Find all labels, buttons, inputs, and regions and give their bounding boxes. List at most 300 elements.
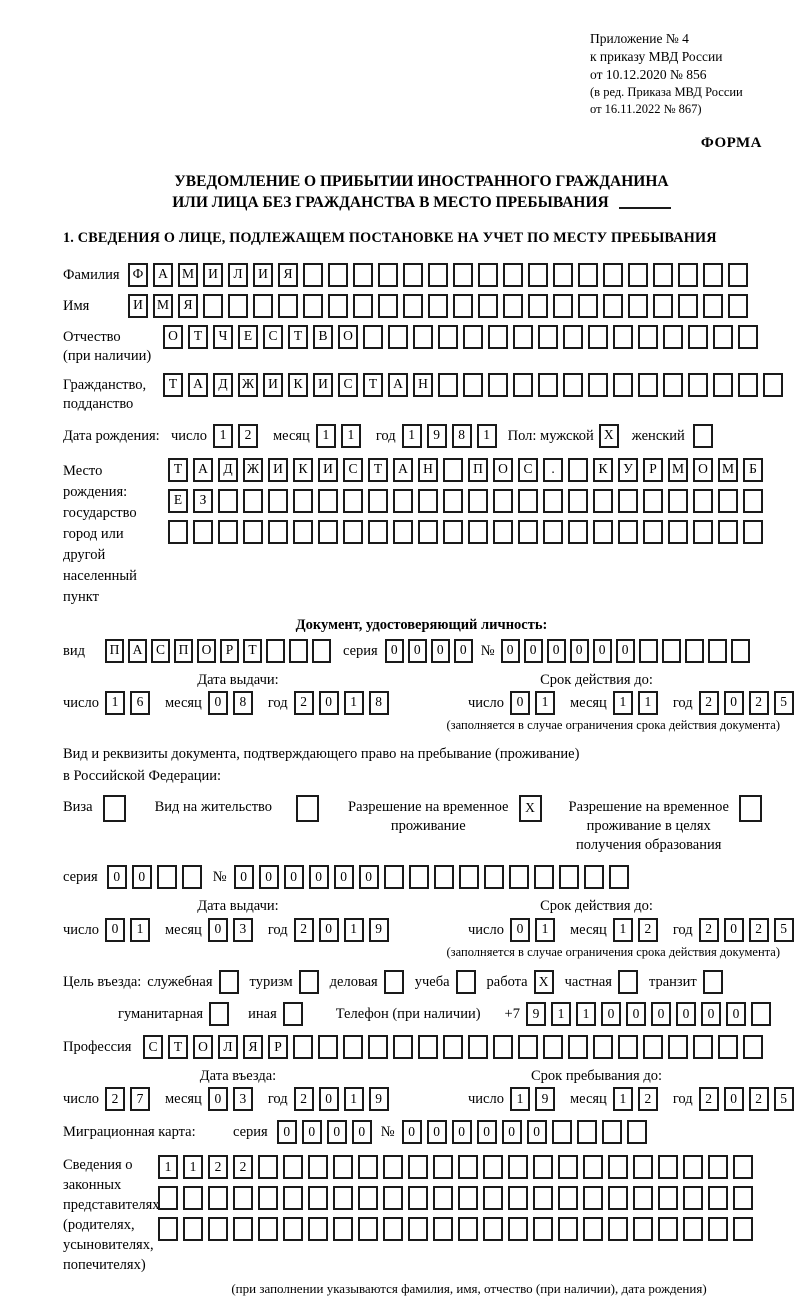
char-box[interactable] xyxy=(428,263,448,287)
char-box[interactable] xyxy=(739,795,762,822)
char-box[interactable] xyxy=(552,1120,572,1144)
char-box[interactable]: 2 xyxy=(638,1087,658,1111)
char-box[interactable] xyxy=(718,489,738,513)
char-box[interactable]: С xyxy=(338,373,358,397)
char-box[interactable]: 0 xyxy=(302,1120,322,1144)
char-box[interactable] xyxy=(708,639,727,663)
char-box[interactable]: А xyxy=(388,373,408,397)
char-box[interactable] xyxy=(203,294,223,318)
char-box[interactable] xyxy=(443,1035,463,1059)
char-box[interactable] xyxy=(643,520,663,544)
char-box[interactable]: 1 xyxy=(344,918,364,942)
char-box[interactable] xyxy=(658,1155,678,1179)
char-box[interactable]: 0 xyxy=(385,639,404,663)
char-box[interactable] xyxy=(408,1155,428,1179)
char-box[interactable]: С xyxy=(343,458,363,482)
char-box[interactable]: Я xyxy=(278,263,298,287)
char-box[interactable] xyxy=(633,1155,653,1179)
char-box[interactable]: В xyxy=(313,325,333,349)
char-box[interactable] xyxy=(658,1217,678,1241)
char-box[interactable] xyxy=(443,458,463,482)
char-box[interactable] xyxy=(518,489,538,513)
char-box[interactable]: Н xyxy=(413,373,433,397)
char-box[interactable]: 0 xyxy=(502,1120,522,1144)
char-box[interactable] xyxy=(568,458,588,482)
char-box[interactable] xyxy=(708,1155,728,1179)
char-box[interactable]: 9 xyxy=(427,424,447,448)
char-box[interactable] xyxy=(218,489,238,513)
char-box[interactable] xyxy=(209,1002,229,1026)
char-box[interactable]: 0 xyxy=(234,865,254,889)
char-box[interactable] xyxy=(433,1155,453,1179)
char-box[interactable] xyxy=(733,1155,753,1179)
char-box[interactable] xyxy=(568,520,588,544)
char-box[interactable] xyxy=(588,373,608,397)
char-box[interactable] xyxy=(662,639,681,663)
char-box[interactable]: 1 xyxy=(613,1087,633,1111)
char-box[interactable]: 1 xyxy=(158,1155,178,1179)
char-box[interactable] xyxy=(343,489,363,513)
char-box[interactable] xyxy=(603,294,623,318)
char-box[interactable] xyxy=(558,1217,578,1241)
char-box[interactable] xyxy=(318,1035,338,1059)
char-box[interactable] xyxy=(593,489,613,513)
char-box[interactable]: 0 xyxy=(402,1120,422,1144)
char-box[interactable]: 2 xyxy=(233,1155,253,1179)
char-box[interactable] xyxy=(157,865,177,889)
char-box[interactable] xyxy=(458,1217,478,1241)
char-box[interactable]: 0 xyxy=(724,691,744,715)
char-box[interactable] xyxy=(639,639,658,663)
char-box[interactable] xyxy=(718,1035,738,1059)
char-box[interactable] xyxy=(218,520,238,544)
char-box[interactable] xyxy=(584,865,604,889)
char-box[interactable] xyxy=(403,263,423,287)
char-box[interactable] xyxy=(208,1217,228,1241)
char-box[interactable] xyxy=(608,1186,628,1210)
char-box[interactable] xyxy=(688,325,708,349)
char-box[interactable] xyxy=(418,520,438,544)
char-box[interactable]: Д xyxy=(218,458,238,482)
char-box[interactable]: С xyxy=(151,639,170,663)
char-box[interactable] xyxy=(608,1217,628,1241)
char-box[interactable] xyxy=(738,373,758,397)
char-box[interactable]: 5 xyxy=(774,918,794,942)
char-box[interactable] xyxy=(384,865,404,889)
char-box[interactable]: 0 xyxy=(319,691,339,715)
char-box[interactable] xyxy=(513,325,533,349)
char-box[interactable] xyxy=(299,970,319,994)
char-box[interactable]: 0 xyxy=(319,1087,339,1111)
char-box[interactable] xyxy=(728,294,748,318)
char-box[interactable] xyxy=(308,1186,328,1210)
char-box[interactable] xyxy=(343,1035,363,1059)
char-box[interactable] xyxy=(443,520,463,544)
char-box[interactable]: О xyxy=(493,458,513,482)
char-box[interactable]: У xyxy=(618,458,638,482)
char-box[interactable] xyxy=(683,1186,703,1210)
char-box[interactable]: 0 xyxy=(132,865,152,889)
char-box[interactable]: М xyxy=(153,294,173,318)
char-box[interactable] xyxy=(296,795,319,822)
char-box[interactable] xyxy=(383,1217,403,1241)
char-box[interactable]: 0 xyxy=(431,639,450,663)
char-box[interactable] xyxy=(613,373,633,397)
char-box[interactable] xyxy=(283,1186,303,1210)
char-box[interactable]: О xyxy=(193,1035,213,1059)
char-box[interactable] xyxy=(508,1186,528,1210)
char-box[interactable]: Я xyxy=(178,294,198,318)
char-box[interactable] xyxy=(303,294,323,318)
char-box[interactable]: 1 xyxy=(105,691,125,715)
char-box[interactable] xyxy=(393,520,413,544)
char-box[interactable]: 0 xyxy=(107,865,127,889)
char-box[interactable] xyxy=(428,294,448,318)
char-box[interactable] xyxy=(658,1186,678,1210)
char-box[interactable]: О xyxy=(163,325,183,349)
char-box[interactable]: И xyxy=(203,263,223,287)
char-box[interactable] xyxy=(278,294,298,318)
char-box[interactable]: З xyxy=(193,489,213,513)
char-box[interactable] xyxy=(633,1217,653,1241)
char-box[interactable] xyxy=(458,1155,478,1179)
char-box[interactable]: 0 xyxy=(593,639,612,663)
char-box[interactable]: 0 xyxy=(724,918,744,942)
char-box[interactable] xyxy=(609,865,629,889)
char-box[interactable]: М xyxy=(668,458,688,482)
char-box[interactable]: 1 xyxy=(213,424,233,448)
char-box[interactable] xyxy=(283,1155,303,1179)
char-box[interactable] xyxy=(693,520,713,544)
char-box[interactable] xyxy=(418,1035,438,1059)
char-box[interactable] xyxy=(628,263,648,287)
char-box[interactable]: 7 xyxy=(130,1087,150,1111)
char-box[interactable]: 0 xyxy=(726,1002,746,1026)
char-box[interactable]: Ж xyxy=(238,373,258,397)
char-box[interactable]: 3 xyxy=(233,918,253,942)
char-box[interactable] xyxy=(583,1217,603,1241)
char-box[interactable] xyxy=(763,373,783,397)
char-box[interactable]: 0 xyxy=(626,1002,646,1026)
char-box[interactable] xyxy=(438,373,458,397)
char-box[interactable]: А xyxy=(393,458,413,482)
char-box[interactable]: 0 xyxy=(547,639,566,663)
char-box[interactable] xyxy=(158,1217,178,1241)
char-box[interactable] xyxy=(693,489,713,513)
char-box[interactable] xyxy=(433,1217,453,1241)
char-box[interactable] xyxy=(358,1217,378,1241)
char-box[interactable] xyxy=(353,294,373,318)
char-box[interactable] xyxy=(593,520,613,544)
char-box[interactable]: С xyxy=(518,458,538,482)
char-box[interactable]: 0 xyxy=(208,918,228,942)
char-box[interactable] xyxy=(678,294,698,318)
char-box[interactable] xyxy=(168,520,188,544)
char-box[interactable] xyxy=(463,373,483,397)
char-box[interactable]: 6 xyxy=(130,691,150,715)
char-box[interactable] xyxy=(533,1155,553,1179)
char-box[interactable] xyxy=(183,1217,203,1241)
char-box[interactable] xyxy=(268,520,288,544)
char-box[interactable]: 0 xyxy=(527,1120,547,1144)
char-box[interactable] xyxy=(559,865,579,889)
char-box[interactable] xyxy=(333,1155,353,1179)
char-box[interactable] xyxy=(493,520,513,544)
char-box[interactable]: Б xyxy=(743,458,763,482)
char-box[interactable] xyxy=(258,1155,278,1179)
char-box[interactable] xyxy=(358,1155,378,1179)
char-box[interactable]: К xyxy=(288,373,308,397)
char-box[interactable]: 0 xyxy=(259,865,279,889)
char-box[interactable]: Т xyxy=(363,373,383,397)
char-box[interactable] xyxy=(293,1035,313,1059)
char-box[interactable]: 0 xyxy=(510,691,530,715)
char-box[interactable]: И xyxy=(263,373,283,397)
char-box[interactable] xyxy=(602,1120,622,1144)
char-box[interactable] xyxy=(543,1035,563,1059)
char-box[interactable] xyxy=(593,1035,613,1059)
char-box[interactable]: Е xyxy=(238,325,258,349)
char-box[interactable] xyxy=(243,489,263,513)
char-box[interactable] xyxy=(693,1035,713,1059)
char-box[interactable] xyxy=(283,1002,303,1026)
char-box[interactable] xyxy=(703,970,723,994)
char-box[interactable]: О xyxy=(197,639,216,663)
char-box[interactable] xyxy=(182,865,202,889)
char-box[interactable]: Т xyxy=(368,458,388,482)
char-box[interactable] xyxy=(503,294,523,318)
char-box[interactable] xyxy=(508,1155,528,1179)
char-box[interactable] xyxy=(688,373,708,397)
char-box[interactable] xyxy=(628,294,648,318)
char-box[interactable] xyxy=(568,489,588,513)
char-box[interactable] xyxy=(333,1217,353,1241)
char-box[interactable] xyxy=(483,1186,503,1210)
char-box[interactable] xyxy=(233,1186,253,1210)
char-box[interactable]: 5 xyxy=(774,1087,794,1111)
char-box[interactable] xyxy=(253,294,273,318)
char-box[interactable]: 0 xyxy=(277,1120,297,1144)
char-box[interactable]: 0 xyxy=(501,639,520,663)
char-box[interactable]: 2 xyxy=(699,1087,719,1111)
char-box[interactable]: 0 xyxy=(408,639,427,663)
char-box[interactable]: 0 xyxy=(352,1120,372,1144)
char-box[interactable] xyxy=(578,263,598,287)
char-box[interactable]: 5 xyxy=(774,691,794,715)
char-box[interactable] xyxy=(438,325,458,349)
char-box[interactable] xyxy=(333,1186,353,1210)
char-box[interactable] xyxy=(633,1186,653,1210)
char-box[interactable] xyxy=(743,489,763,513)
char-box[interactable]: И xyxy=(268,458,288,482)
char-box[interactable] xyxy=(668,489,688,513)
char-box[interactable] xyxy=(458,1186,478,1210)
char-box[interactable] xyxy=(558,1186,578,1210)
char-box[interactable]: Т xyxy=(168,1035,188,1059)
char-box[interactable]: С xyxy=(263,325,283,349)
char-box[interactable] xyxy=(543,520,563,544)
char-box[interactable]: 2 xyxy=(699,691,719,715)
char-box[interactable] xyxy=(713,373,733,397)
char-box[interactable]: 0 xyxy=(359,865,379,889)
char-box[interactable]: Т xyxy=(243,639,262,663)
char-box[interactable]: 0 xyxy=(208,691,228,715)
char-box[interactable]: 1 xyxy=(638,691,658,715)
char-box[interactable]: Ч xyxy=(213,325,233,349)
char-box[interactable]: 9 xyxy=(369,1087,389,1111)
char-box[interactable]: 0 xyxy=(570,639,589,663)
char-box[interactable]: 0 xyxy=(309,865,329,889)
char-box[interactable] xyxy=(393,489,413,513)
char-box[interactable]: Т xyxy=(188,325,208,349)
char-box[interactable] xyxy=(543,489,563,513)
char-box[interactable]: Р xyxy=(268,1035,288,1059)
char-box[interactable]: 0 xyxy=(208,1087,228,1111)
char-box[interactable] xyxy=(378,263,398,287)
char-box[interactable] xyxy=(233,1217,253,1241)
char-box[interactable]: 0 xyxy=(477,1120,497,1144)
char-box[interactable] xyxy=(638,373,658,397)
char-box[interactable]: 0 xyxy=(327,1120,347,1144)
char-box[interactable] xyxy=(513,373,533,397)
char-box[interactable]: 9 xyxy=(535,1087,555,1111)
char-box[interactable] xyxy=(618,520,638,544)
char-box[interactable]: А xyxy=(153,263,173,287)
char-box[interactable] xyxy=(219,970,239,994)
char-box[interactable] xyxy=(243,520,263,544)
char-box[interactable] xyxy=(483,1155,503,1179)
char-box[interactable] xyxy=(289,639,308,663)
char-box[interactable] xyxy=(478,294,498,318)
char-box[interactable]: 1 xyxy=(477,424,497,448)
char-box[interactable] xyxy=(733,1217,753,1241)
char-box[interactable]: 1 xyxy=(535,918,555,942)
char-box[interactable] xyxy=(478,263,498,287)
char-box[interactable]: 0 xyxy=(452,1120,472,1144)
char-box[interactable]: К xyxy=(293,458,313,482)
char-box[interactable] xyxy=(563,325,583,349)
char-box[interactable] xyxy=(509,865,529,889)
char-box[interactable] xyxy=(613,325,633,349)
char-box[interactable] xyxy=(468,1035,488,1059)
char-box[interactable] xyxy=(618,970,638,994)
char-box[interactable] xyxy=(378,294,398,318)
char-box[interactable]: 1 xyxy=(613,691,633,715)
char-box[interactable]: 8 xyxy=(369,691,389,715)
char-box[interactable]: 3 xyxy=(233,1087,253,1111)
char-box[interactable] xyxy=(577,1120,597,1144)
char-box[interactable] xyxy=(303,263,323,287)
char-box[interactable]: 0 xyxy=(724,1087,744,1111)
char-box[interactable]: 0 xyxy=(601,1002,621,1026)
char-box[interactable]: X xyxy=(534,970,554,994)
char-box[interactable]: 2 xyxy=(294,691,314,715)
char-box[interactable] xyxy=(493,489,513,513)
char-box[interactable] xyxy=(388,325,408,349)
char-box[interactable] xyxy=(468,520,488,544)
char-box[interactable] xyxy=(703,263,723,287)
char-box[interactable] xyxy=(553,263,573,287)
char-box[interactable]: 0 xyxy=(524,639,543,663)
char-box[interactable]: А xyxy=(128,639,147,663)
char-box[interactable] xyxy=(363,325,383,349)
char-box[interactable] xyxy=(751,1002,771,1026)
char-box[interactable]: 0 xyxy=(334,865,354,889)
char-box[interactable] xyxy=(343,520,363,544)
char-box[interactable] xyxy=(558,1155,578,1179)
char-box[interactable]: 1 xyxy=(183,1155,203,1179)
char-box[interactable] xyxy=(312,639,331,663)
char-box[interactable] xyxy=(518,1035,538,1059)
char-box[interactable]: Л xyxy=(218,1035,238,1059)
char-box[interactable] xyxy=(708,1217,728,1241)
char-box[interactable]: 1 xyxy=(535,691,555,715)
char-box[interactable]: Р xyxy=(643,458,663,482)
char-box[interactable] xyxy=(508,1217,528,1241)
char-box[interactable] xyxy=(493,1035,513,1059)
char-box[interactable]: 0 xyxy=(284,865,304,889)
char-box[interactable]: Т xyxy=(288,325,308,349)
char-box[interactable] xyxy=(685,639,704,663)
char-box[interactable]: Р xyxy=(220,639,239,663)
char-box[interactable] xyxy=(683,1155,703,1179)
char-box[interactable] xyxy=(653,294,673,318)
char-box[interactable]: 0 xyxy=(105,918,125,942)
char-box[interactable]: 0 xyxy=(510,918,530,942)
char-box[interactable] xyxy=(266,639,285,663)
char-box[interactable]: 2 xyxy=(105,1087,125,1111)
char-box[interactable]: 1 xyxy=(613,918,633,942)
char-box[interactable] xyxy=(668,1035,688,1059)
char-box[interactable]: Д xyxy=(213,373,233,397)
char-box[interactable]: 2 xyxy=(749,1087,769,1111)
char-box[interactable]: И xyxy=(313,373,333,397)
char-box[interactable]: 9 xyxy=(526,1002,546,1026)
char-box[interactable] xyxy=(456,970,476,994)
char-box[interactable]: К xyxy=(593,458,613,482)
char-box[interactable] xyxy=(433,1186,453,1210)
char-box[interactable] xyxy=(483,1217,503,1241)
char-box[interactable]: А xyxy=(193,458,213,482)
char-box[interactable] xyxy=(663,325,683,349)
char-box[interactable]: А xyxy=(188,373,208,397)
char-box[interactable]: 0 xyxy=(676,1002,696,1026)
char-box[interactable]: П xyxy=(105,639,124,663)
char-box[interactable] xyxy=(583,1186,603,1210)
char-box[interactable] xyxy=(718,520,738,544)
char-box[interactable]: 2 xyxy=(699,918,719,942)
char-box[interactable] xyxy=(383,1186,403,1210)
char-box[interactable] xyxy=(453,294,473,318)
char-box[interactable]: 2 xyxy=(749,918,769,942)
char-box[interactable] xyxy=(318,520,338,544)
char-box[interactable] xyxy=(468,489,488,513)
char-box[interactable]: П xyxy=(468,458,488,482)
char-box[interactable] xyxy=(434,865,454,889)
char-box[interactable] xyxy=(158,1186,178,1210)
char-box[interactable]: X xyxy=(599,424,619,448)
char-box[interactable]: Т xyxy=(163,373,183,397)
char-box[interactable] xyxy=(708,1186,728,1210)
char-box[interactable] xyxy=(228,294,248,318)
char-box[interactable]: С xyxy=(143,1035,163,1059)
char-box[interactable] xyxy=(353,263,373,287)
char-box[interactable] xyxy=(643,489,663,513)
char-box[interactable] xyxy=(538,325,558,349)
char-box[interactable] xyxy=(533,1186,553,1210)
char-box[interactable] xyxy=(518,520,538,544)
char-box[interactable] xyxy=(403,294,423,318)
